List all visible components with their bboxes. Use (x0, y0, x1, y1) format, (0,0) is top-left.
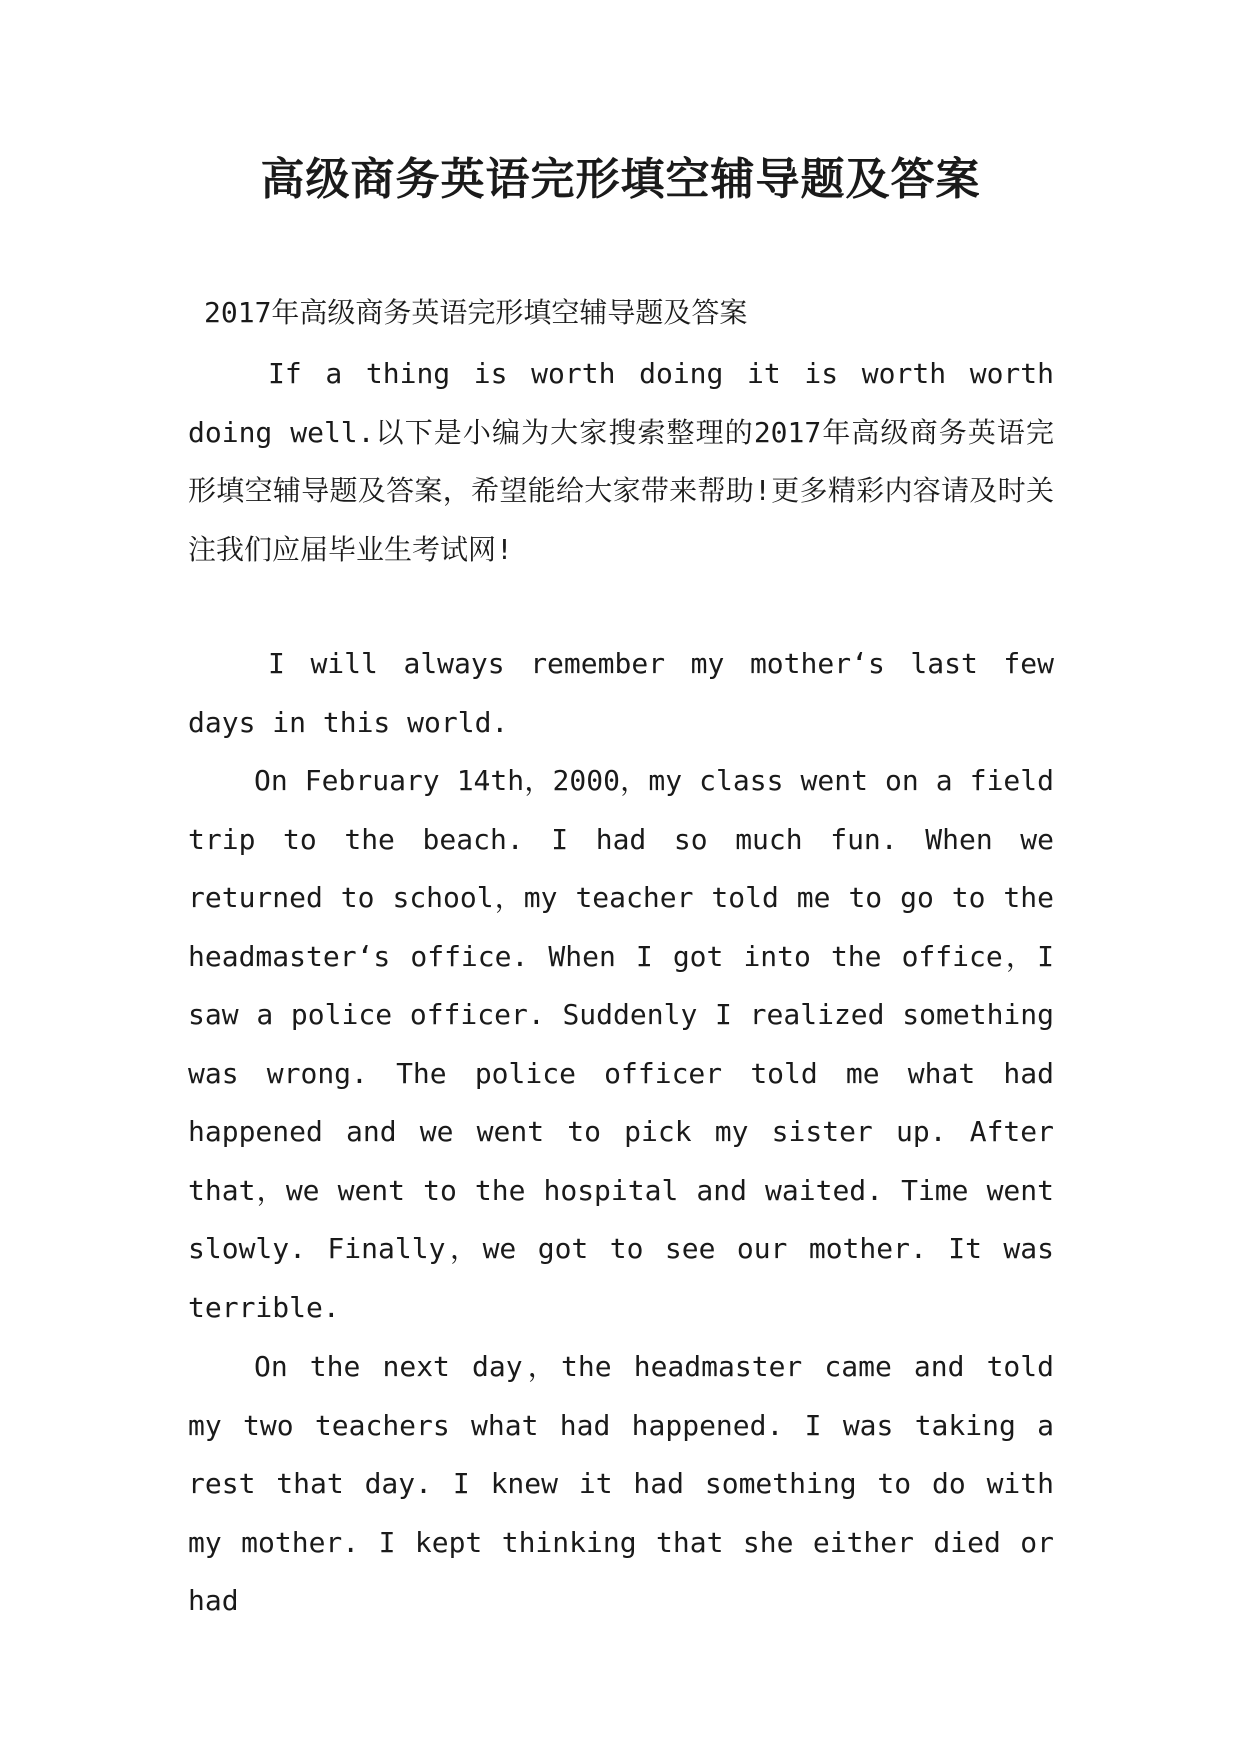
body-paragraph: On February 14th，2000，my class went on a field trip to the beach. I had so much fun. When we returned to school，my teacher told me to go to the headmaster‘s office. When I got into the office，I saw a police officer. Suddenly I realized something was wrong. The police officer told me what had happened and we went to pick my sister up. After that，we went to the hospital and waited. Time went slowly. Finally，we got to see our mother. It was terrible. (188, 764, 1054, 1324)
body-paragraph: I will always remember my mother‘s last few days in this world. (188, 647, 1054, 739)
document-title: 高级商务英语完形填空辅导题及答案 (260, 154, 981, 205)
document-subtitle: 2017年高级商务英语完形填空辅导题及答案 (204, 296, 748, 329)
body-paragraph: On the next day，the headmaster came and told my two teachers what had happened. I was taking a rest that day. I knew it had something to do with my mother. I kept thinking that she either died or had (188, 1350, 1054, 1617)
intro-paragraph: If a thing is worth doing it is worth worth doing well.以下是小编为大家搜索整理的2017年高级商务英语完形填空辅导题及答案，希望能给大家带来帮助!更多精彩内容请及时关注我们应届毕业生考试网! (188, 357, 1054, 566)
